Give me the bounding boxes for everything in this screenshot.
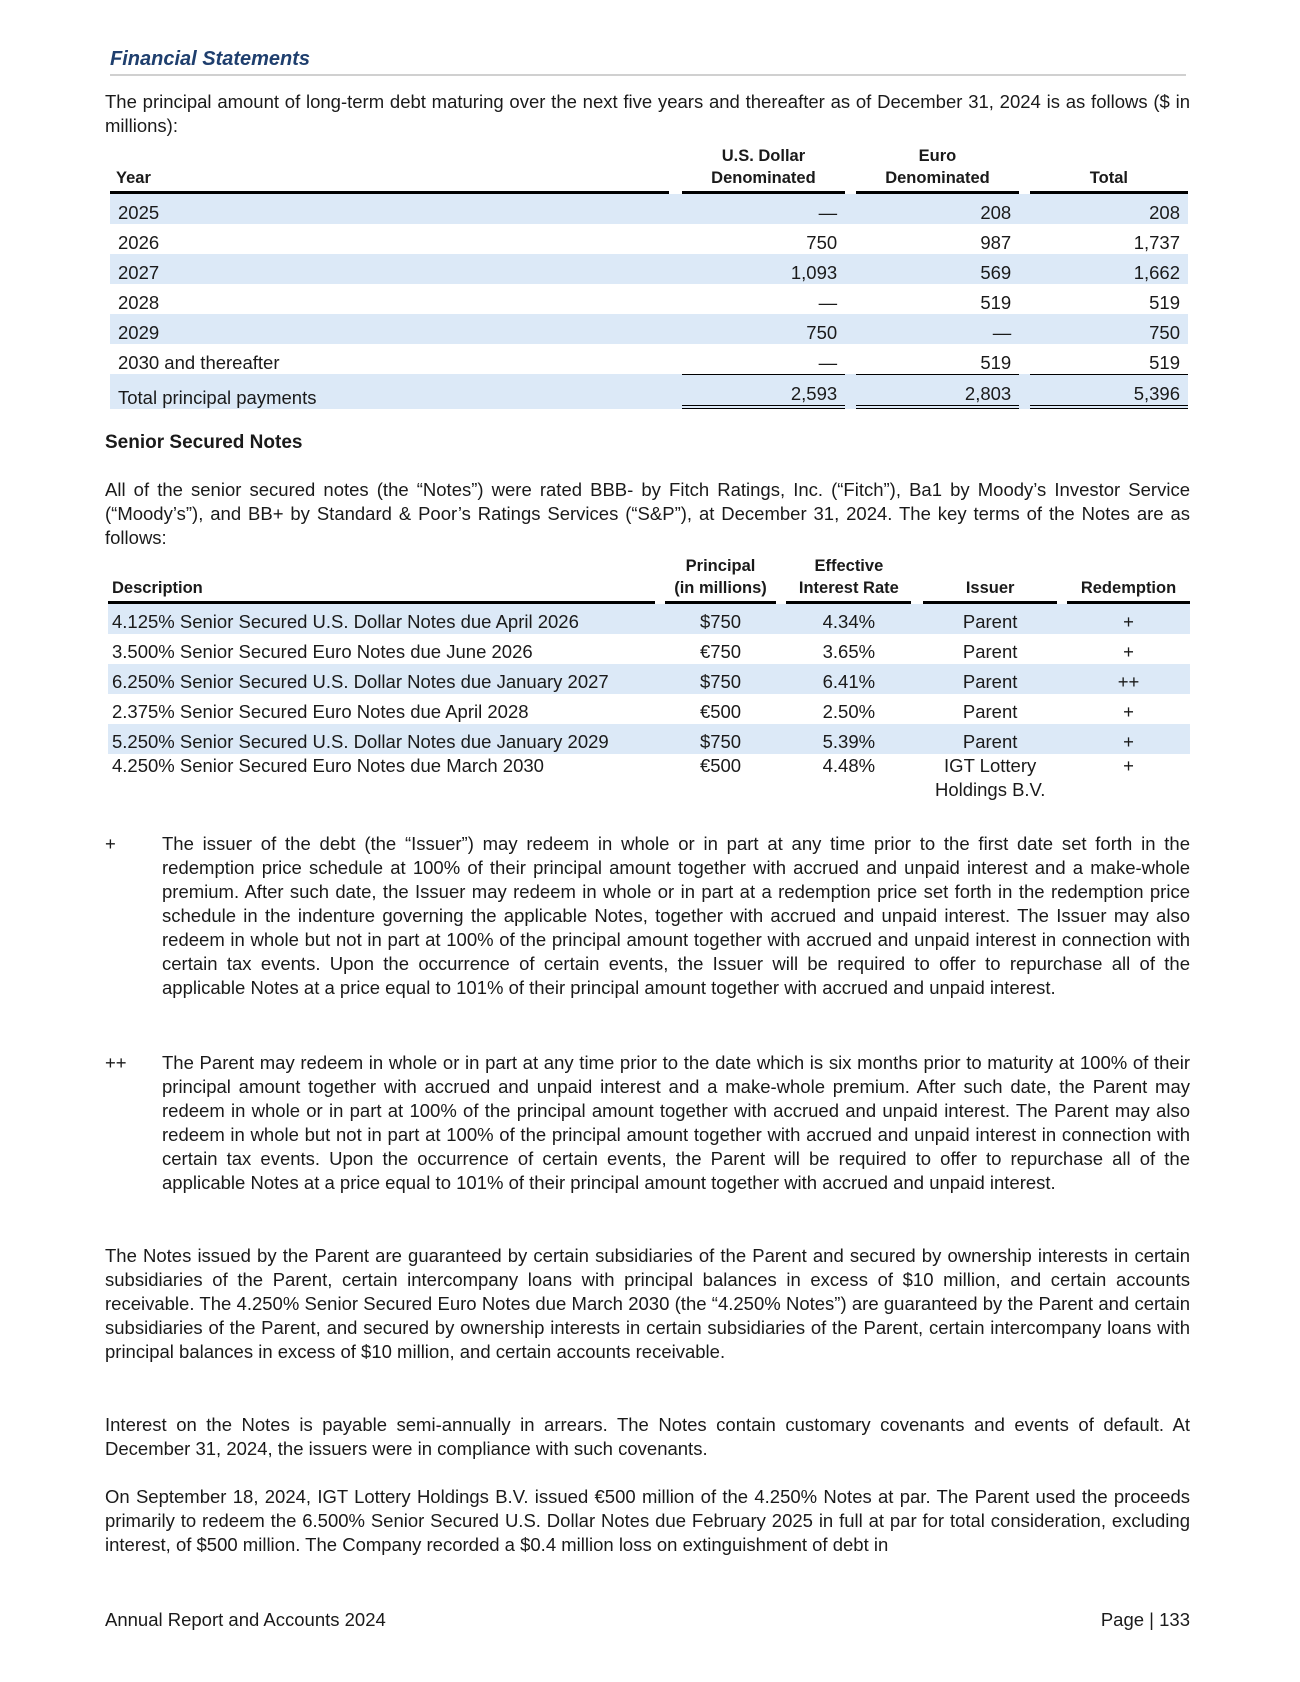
note-redemption: + — [1067, 724, 1190, 754]
note-principal: €500 — [699, 755, 742, 776]
col-header-eur: Euro Denominated — [856, 145, 1019, 194]
row-eur: 519 — [980, 292, 1012, 313]
note-principal: $750 — [665, 724, 777, 754]
row-total: 750 — [1030, 314, 1188, 344]
footnote-mark: ++ — [105, 1052, 127, 1073]
table-header-row — [108, 555, 1190, 604]
note-issuer: Parent — [923, 604, 1057, 634]
table-row — [110, 194, 1188, 224]
note-issuer: Parent — [962, 701, 1018, 722]
table-row — [108, 604, 1190, 634]
page-title: Financial Statements — [110, 48, 311, 70]
col-header-total: Total — [1030, 145, 1188, 194]
row-usd: 1,093 — [682, 254, 845, 284]
note-redemption: + — [1123, 755, 1134, 776]
footnote-mark: + — [105, 833, 116, 854]
total-total: 5,396 — [1030, 374, 1188, 409]
footnote-text: The issuer of the debt (the “Issuer”) may redeem in whole or in part at any time prior to the first date set forth in the redemption price schedule at 100% of their principal amount together with accrued and unpaid interest and a make-whole premium. After such date, the Issuer may redeem in whole or in part at a redemption price set forth in the redemption price schedule in the indenture governing the applicable Notes, together with accrued and unpaid interest. The Issuer may also redeem in whole but not in part at 100% of the principal amount together with accrued and unpaid interest in connection with certain tax events. Upon the occurrence of certain events, the Issuer will be required to offer to repurchase all of the applicable Notes at a price equal to 101% of their principal amount together with accrued and unpaid interest. — [162, 833, 1190, 998]
note-description: 4.250% Senior Secured Euro Notes due March 2030 — [112, 755, 544, 776]
note-description: 5.250% Senior Secured U.S. Dollar Notes due January 2029 — [108, 724, 655, 754]
row-eur: 987 — [980, 232, 1012, 253]
body-paragraph: On September 18, 2024, IGT Lottery Holdings B.V. issued €500 million of the 4.250% Notes at par. The Parent used the proceeds primarily to redeem the 6.500% Senior Secured U.S. Dollar Notes due February 2025 in full at par for total consideration, excluding interest, of $500 million. The Company recorded a $0.4 million loss on extinguishment of debt in — [105, 1486, 1190, 1555]
note-principal: $750 — [665, 664, 777, 694]
note-description: 4.125% Senior Secured U.S. Dollar Notes due April 2026 — [108, 604, 655, 634]
table-header-row — [110, 145, 1188, 194]
total-label: Total principal payments — [110, 374, 669, 409]
col-header-principal: Principal (in millions) — [665, 555, 777, 604]
note-redemption: ++ — [1067, 664, 1190, 694]
note-principal: €750 — [699, 641, 742, 662]
col-header-issuer: Issuer — [923, 555, 1057, 604]
row-year: 2028 — [118, 292, 160, 313]
total-usd: 2,593 — [682, 374, 845, 409]
row-year: 2030 and thereafter — [118, 352, 280, 373]
note-rate: 2.50% — [822, 701, 876, 722]
table-row — [108, 724, 1190, 754]
note-redemption: + — [1123, 641, 1134, 662]
section-heading: Senior Secured Notes — [105, 432, 303, 453]
table-row — [108, 754, 1190, 802]
row-usd: — — [818, 352, 838, 373]
row-eur: 569 — [856, 254, 1019, 284]
col-header-rate: Effective Interest Rate — [786, 555, 911, 604]
footer-page-number: Page | 133 — [1100, 1609, 1190, 1630]
col-header-year: Year — [110, 145, 669, 194]
row-eur: 519 — [980, 352, 1012, 373]
row-year: 2025 — [110, 194, 669, 224]
note-description: 3.500% Senior Secured Euro Notes due June 2026 — [112, 641, 533, 662]
note-principal: $750 — [665, 604, 777, 634]
intro-paragraph: The principal amount of long-term debt maturing over the next five years and thereafter as of December 31, 2024 is as follows ($ in millions): — [105, 91, 1190, 136]
table-row — [110, 344, 1188, 374]
footnote — [105, 832, 1190, 1000]
note-issuer: IGT Lottery Holdings B.V. — [934, 755, 1046, 800]
note-issuer: Parent — [923, 664, 1057, 694]
row-usd: — — [818, 292, 838, 313]
table-row — [110, 314, 1188, 344]
debt-maturity-table — [110, 145, 1188, 409]
row-year: 2026 — [118, 232, 160, 253]
footer-report-name: Annual Report and Accounts 2024 — [105, 1609, 386, 1630]
note-description: 6.250% Senior Secured U.S. Dollar Notes due January 2027 — [108, 664, 655, 694]
row-total: 1,737 — [1133, 232, 1180, 253]
footnote — [105, 1051, 1190, 1195]
table-row — [110, 224, 1188, 254]
col-header-redemption: Redemption — [1067, 555, 1190, 604]
note-rate: 4.48% — [822, 755, 876, 776]
note-description: 2.375% Senior Secured Euro Notes due April 2028 — [112, 701, 529, 722]
table-row — [110, 254, 1188, 284]
note-issuer: Parent — [962, 641, 1018, 662]
note-rate: 5.39% — [786, 724, 911, 754]
row-usd: 750 — [682, 314, 845, 344]
notes-intro-paragraph: All of the senior secured notes (the “Notes”) were rated BBB- by Fitch Ratings, Inc. (“Fitch”), Ba1 by Moody’s Investor Service (“Moody’s”), and BB+ by Standard & Poor’s Ratings Services (“S&P”), at December 31, 2024. The key terms of the Notes are as follows: — [105, 479, 1190, 548]
row-total: 208 — [1030, 194, 1188, 224]
page-header — [110, 48, 1186, 76]
table-row — [108, 694, 1190, 724]
row-year: 2027 — [110, 254, 669, 284]
note-rate: 3.65% — [822, 641, 876, 662]
col-header-description: Description — [108, 555, 655, 604]
row-total: 1,662 — [1030, 254, 1188, 284]
body-paragraph: Interest on the Notes is payable semi-annually in arrears. The Notes contain customary covenants and events of default. At December 31, 2024, the issuers were in compliance with such covenants. — [105, 1414, 1190, 1459]
notes-terms-table — [108, 555, 1190, 802]
note-rate: 6.41% — [786, 664, 911, 694]
note-redemption: + — [1067, 604, 1190, 634]
row-eur: — — [856, 314, 1019, 344]
table-row — [110, 284, 1188, 314]
table-row — [108, 634, 1190, 664]
row-total: 519 — [1149, 352, 1180, 373]
note-issuer: Parent — [923, 724, 1057, 754]
row-usd: — — [682, 194, 845, 224]
row-usd: 750 — [806, 232, 838, 253]
note-redemption: + — [1123, 701, 1134, 722]
col-header-usd: U.S. Dollar Denominated — [682, 145, 845, 194]
footnote-text: The Parent may redeem in whole or in part at any time prior to the date which is six months prior to maturity at 100% of their principal amount together with accrued and unpaid interest and a make-whole premium. After such date, the Parent may redeem in whole or in part at 100% of the principal amount together with accrued and unpaid interest. The Parent may also redeem in whole but not in part at 100% of the principal amount together with accrued and unpaid interest in connection with certain tax events. Upon the occurrence of certain events, the Parent will be required to offer to repurchase all of the applicable Notes at a price equal to 101% of their principal amount together with accrued and unpaid interest. — [162, 1052, 1190, 1193]
table-total-row — [110, 374, 1188, 409]
body-paragraph: The Notes issued by the Parent are guaranteed by certain subsidiaries of the Parent and secured by ownership interests in certain subsidiaries of the Parent, certain intercompany loans with principal balances in excess of $10 million, and certain accounts receivable. The 4.250% Senior Secured Euro Notes due March 2030 (the “4.250% Notes”) are guaranteed by the Parent and certain subsidiaries of the Parent, and secured by ownership interests in certain subsidiaries of the Parent, certain intercompany loans with principal balances in excess of $10 million, and certain accounts receivable. — [105, 1245, 1190, 1362]
row-year: 2029 — [110, 314, 669, 344]
note-rate: 4.34% — [786, 604, 911, 634]
row-eur: 208 — [856, 194, 1019, 224]
row-total: 519 — [1149, 292, 1180, 313]
note-principal: €500 — [699, 701, 742, 722]
table-row — [108, 664, 1190, 694]
total-eur: 2,803 — [856, 374, 1019, 409]
